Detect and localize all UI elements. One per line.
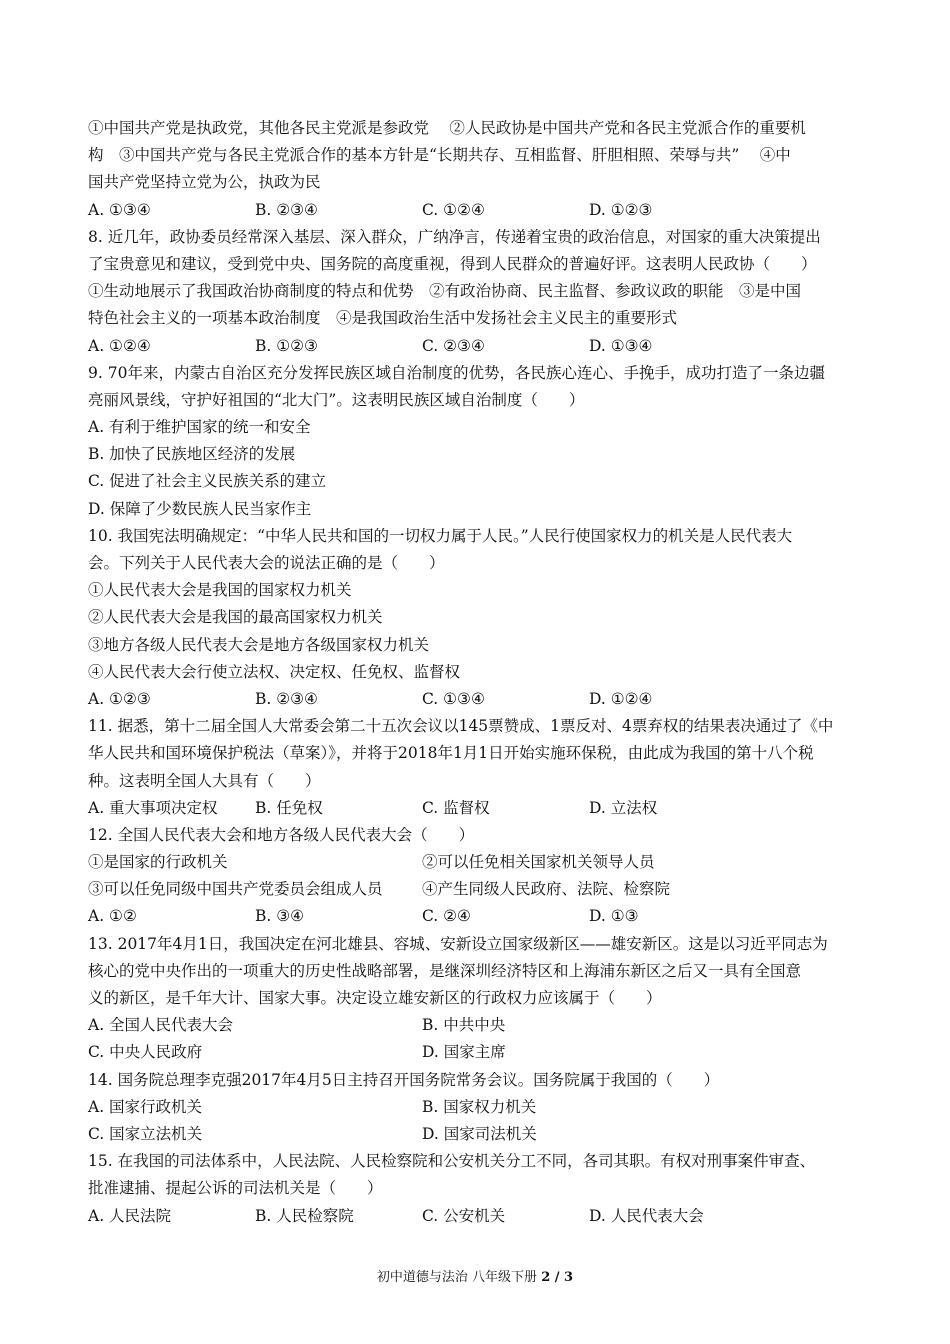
- page-content: [88, 115, 864, 1230]
- statement-1: ①是国家的行政机关: [88, 853, 228, 872]
- option-b: B. ③④: [255, 907, 305, 926]
- statement-1: ①人民代表大会是我国的国家权力机关: [88, 581, 352, 600]
- question-9: [88, 360, 864, 523]
- option-a: A. 重大事项决定权: [88, 798, 218, 817]
- option-c: C. 公安机关: [422, 1206, 506, 1225]
- option-a: A. ①②: [88, 907, 137, 926]
- option-d: D. 立法权: [589, 798, 658, 817]
- question-line: 种。这表明全国人大具有（ ）: [88, 771, 321, 790]
- question-line: 8. 近几年，政协委员经常深入基层、深入群众，广纳净言，传递着宝贵的政治信息，对国家的重大决策提出: [88, 227, 821, 246]
- question-line: 11. 据悉，第十二届全国人大常委会第二十五次会议以145票赞成、1票反对、4票弃权的结果表决通过了《中: [88, 717, 834, 736]
- statement-3: ③可以任免同级中国共产党委员会组成人员: [88, 880, 383, 899]
- option-b: B. 加快了民族地区经济的发展: [88, 445, 296, 464]
- question-15: [88, 1148, 864, 1230]
- options-row: [88, 197, 864, 224]
- question-line: 会。下列关于人民代表大会的说法正确的是（ ）: [88, 554, 445, 572]
- statement-4: ④人民代表大会行使立法权、决定权、任免权、监督权: [88, 662, 461, 681]
- question-line: 国共产党坚持立党为公，执政为民: [88, 173, 321, 192]
- options-row: [88, 903, 864, 930]
- option-a: A. ①③④: [88, 200, 151, 219]
- options-row: [88, 1012, 864, 1039]
- statement-2: ②人民代表大会是我国的最高国家权力机关: [88, 608, 383, 627]
- footer-text: 初中道德与法治 八年级下册: [376, 1270, 542, 1285]
- option-d: D. ①③④: [589, 336, 653, 355]
- option-b: B. ②③④: [255, 200, 318, 219]
- statements-row: [88, 876, 864, 903]
- question-line: 13. 2017年4月1日，我国决定在河北雄县、容城、安新设立国家级新区——雄安新区。这是以习近平同志为: [88, 934, 828, 953]
- question-7-tail: [88, 115, 864, 224]
- option-b: B. 人民检察院: [255, 1206, 354, 1225]
- option-c: C. 促进了社会主义民族关系的建立: [88, 472, 327, 491]
- option-c: C. ①③④: [422, 689, 485, 708]
- question-line: 12. 全国人民代表大会和地方各级人民代表大会（ ）: [88, 825, 475, 844]
- option-a: A. ①②③: [88, 689, 151, 708]
- question-8: [88, 224, 864, 360]
- question-11: [88, 713, 864, 822]
- option-a: A. 人民法院: [88, 1206, 172, 1225]
- option-b: B. 国家权力机关: [422, 1097, 537, 1116]
- option-c: C. 中央人民政府: [88, 1043, 203, 1062]
- statement-2: ②可以任免相关国家机关领导人员: [422, 853, 655, 872]
- options-row: [88, 1121, 864, 1148]
- option-d: D. 人民代表大会: [589, 1206, 704, 1225]
- option-b: B. ①②③: [255, 336, 318, 355]
- option-b: B. ②③④: [255, 689, 318, 708]
- option-d: D. ①③: [589, 907, 639, 926]
- question-line: ①中国共产党是执政党，其他各民主党派是参政党 ②人民政协是中国共产党和各民主党派合作的重要机: [88, 119, 806, 137]
- option-b: B. 中共中央: [422, 1016, 506, 1035]
- question-line: 15. 在我国的司法体系中，人民法院、人民检察院和公安机关分工不同，各司其职。有权对刑事案件审查、: [88, 1152, 816, 1171]
- question-line: ①生动地展示了我国政治协商制度的特点和优势 ②有政治协商、民主监督、参政议政的职能 ③是中国: [88, 282, 802, 301]
- question-14: [88, 1067, 864, 1149]
- question-line: 了宝贵意见和建议，受到党中央、国务院的高度重视，得到人民群众的普遍好评。这表明人民政协（ ）: [88, 254, 817, 273]
- option-c: C. 国家立法机关: [88, 1124, 203, 1143]
- option-d: D. 国家司法机关: [422, 1124, 537, 1143]
- option-d: D. 保障了少数民族人民当家作主: [88, 499, 312, 518]
- option-a: A. ①②④: [88, 336, 151, 355]
- option-a: A. 有利于维护国家的统一和安全: [88, 418, 311, 437]
- option-d: D. 国家主席: [422, 1043, 506, 1062]
- option-a: A. 全国人民代表大会: [88, 1016, 234, 1035]
- options-row: [88, 686, 864, 713]
- question-line: 亮丽风景线，守护好祖国的“北大门”。这表明民族区域自治制度（ ）: [88, 390, 585, 409]
- option-d: D. ①②③: [589, 200, 653, 219]
- question-line: 华人民共和国环境保护税法（草案）》，并将于2018年1月1日开始实施环保税，由此成为我国的第十八个税: [88, 744, 814, 763]
- option-a: A. 国家行政机关: [88, 1097, 203, 1116]
- question-13: [88, 931, 864, 1067]
- question-line: 14. 国务院总理李克强2017年4月5日主持召开国务院常务会议。国务院属于我国的（ ）: [88, 1070, 720, 1089]
- option-d: D. ①②④: [589, 689, 653, 708]
- option-c: C. ②③④: [422, 336, 485, 355]
- statements-row: [88, 849, 864, 876]
- question-line: 批准逮捕、提起公诉的司法机关是（ ）: [88, 1179, 383, 1198]
- page-footer: [0, 1266, 950, 1285]
- question-line: 特色社会主义的一项基本政治制度 ④是我国政治生活中发扬社会主义民主的重要形式: [88, 309, 678, 328]
- option-c: C. ②④: [422, 907, 471, 926]
- options-row: [88, 333, 864, 360]
- question-line: 义的新区，是千年大计、国家大事。决定设立雄安新区的行政权力应该属于（ ）: [88, 989, 662, 1007]
- options-row: [88, 1039, 864, 1066]
- question-line: 核心的党中央作出的一项重大的历史性战略部署，是继深圳经济特区和上海浦东新区之后又一具有全国意: [88, 961, 802, 980]
- option-c: C. ①②④: [422, 200, 485, 219]
- question-line: 9. 70年来，内蒙古自治区充分发挥民族区域自治制度的优势，各民族心连心、手挽手，成功打造了一条边疆: [88, 363, 825, 382]
- page-number: 2 / 3: [541, 1270, 574, 1285]
- option-c: C. 监督权: [422, 798, 490, 817]
- question-line: 10. 我国宪法明确规定：“中华人民共和国的一切权力属于人民。”人民行使国家权力的机关是人民代表大: [88, 526, 793, 545]
- question-line: 构 ③中国共产党与各民主党派合作的基本方针是“长期共存、互相监督、肝胆相照、荣辱与共” ④中: [88, 146, 791, 165]
- option-b: B. 任免权: [255, 798, 323, 817]
- question-12: [88, 822, 864, 931]
- options-row: [88, 1203, 864, 1230]
- options-row: [88, 1094, 864, 1121]
- question-10: [88, 523, 864, 713]
- options-row: [88, 795, 864, 822]
- statement-3: ③地方各级人民代表大会是地方各级国家权力机关: [88, 635, 430, 654]
- statement-4: ④产生同级人民政府、法院、检察院: [422, 880, 671, 899]
